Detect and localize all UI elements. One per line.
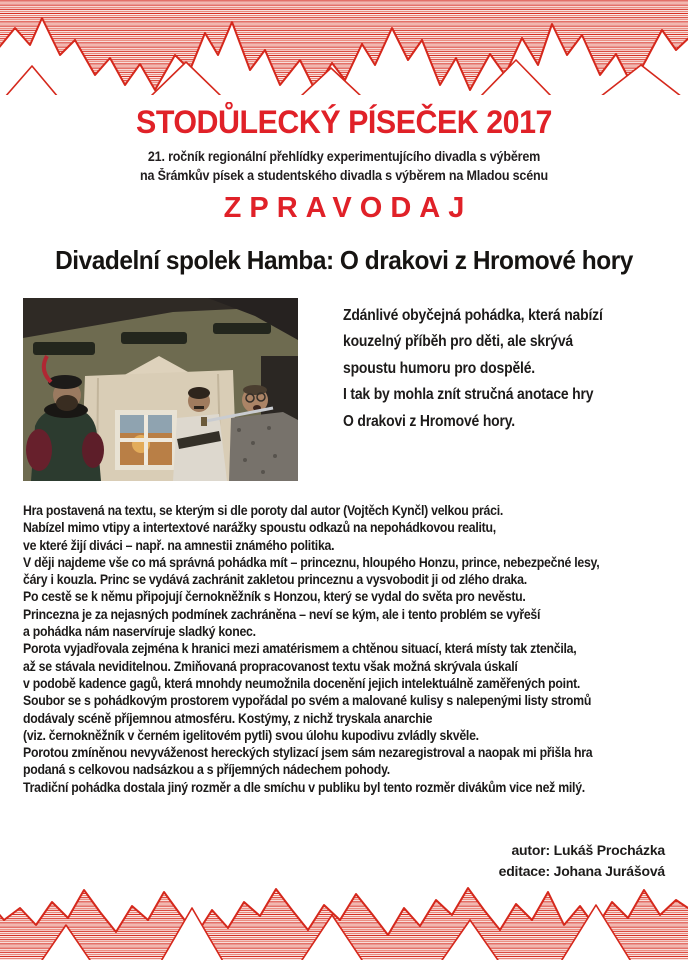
mountain-border-top: [0, 0, 688, 95]
article-heading: Divadelní spolek Hamba: O drakovi z Hromové hory: [55, 245, 633, 275]
body-line: Porotou zmíněnou nevyváženost hereckých stylizací jsem sám nezaregistroval a naopak mi přišla hra: [23, 744, 593, 761]
article-intro: [343, 303, 632, 435]
body-line: dodávaly scéně příjemnou atmosféru. Kostýmy, z nichž tryskala anarchie: [23, 709, 433, 726]
stage-photo: [23, 298, 298, 481]
body-line: Po cestě se k němu připojují černokněžník s Honzou, který se vydal do světa pro nevěstu.: [23, 588, 526, 605]
intro-line: kouzelný příběh pro děti, ale skrývá: [343, 333, 573, 351]
credit-author: autor: Lukáš Procházka: [511, 842, 665, 858]
body-line: čáry i kouzla. Princ se vydává zachránit zakletou princeznu a vysvobodit ji od zlého draka.: [23, 571, 527, 588]
credits: [499, 840, 665, 882]
body-line: Hra postavená na textu, se kterým si dle poroty dal autor (Vojtěch Kynčl) velkou práci.: [23, 502, 504, 518]
newsletter-label: ZPRAVODAJ: [223, 192, 473, 224]
festival-title: STODŮLECKÝ PÍSEČEK 2017: [136, 104, 552, 140]
intro-line: spoustu humoru pro dospělé.: [343, 359, 535, 377]
body-line: a pohádka nám naservíruje sladký konec.: [23, 623, 256, 640]
credit-editor: editace: Johana Jurášová: [498, 863, 665, 879]
body-line: (viz. černokněžník v černém igelitovém pytli) svou úlohu kupodivu zvládly skvěle.: [23, 726, 479, 743]
intro-line: I tak by mohla znít stručná anotace hry: [343, 386, 594, 404]
intro-line: O drakovi z Hromové hory.: [343, 412, 515, 430]
body-line: Princezna je za nejasných podmínek zachráněna – neví se kým, ale i tento problém se vyřeší: [23, 605, 541, 622]
article-body: [23, 502, 678, 796]
festival-subtitle: [0, 147, 688, 185]
body-line: V ději najdeme vše co má správná pohádka mít – princeznu, hloupého Honzu, prince, nebezpečné lesy,: [23, 553, 600, 570]
subtitle-line: na Šrámkův písek a studentského divadla s výběrem na Mladou scénu: [140, 168, 548, 183]
subtitle-line: 21. ročník regionální přehlídky experimentujícího divadla s výběrem: [147, 149, 541, 164]
mountain-border-bottom: [0, 880, 688, 960]
body-line: až se stávala neviditelnou. Zmiňovaná propracovanost textu však možná skrývala úskalí: [23, 657, 518, 674]
body-line: ve které žijí diváci – např. na amnestii známého politika.: [23, 536, 335, 553]
body-line: v podobě kadence gagů, která mnohdy neumožnila docenění jejich intelektuálně zaměřených point.: [23, 674, 581, 691]
body-line: Porota vyjadřovala zejména k hranici mezi amatérismem a chtěnou situací, která místy tak ztenčila,: [23, 640, 577, 657]
body-line: Nabízel mimo vtipy a intertextové narážky spoustu odkazů na nepohádkovou realitu,: [23, 519, 496, 536]
body-line: Tradiční pohádka dostala jiný rozměr a dle smíchu v publiku byl tento rozměr divákům vice než milý.: [23, 778, 585, 795]
body-line: podaná s celkovou nadsázkou a s příjemných nádechem pohody.: [23, 761, 390, 778]
intro-line: Zdánlivé obyčejná pohádka, která nabízí: [343, 307, 603, 324]
body-line: Soubor se s pohádkovým prostorem vypořádal po svém a malované kulisy s nalepenými listy stromů: [23, 692, 592, 709]
